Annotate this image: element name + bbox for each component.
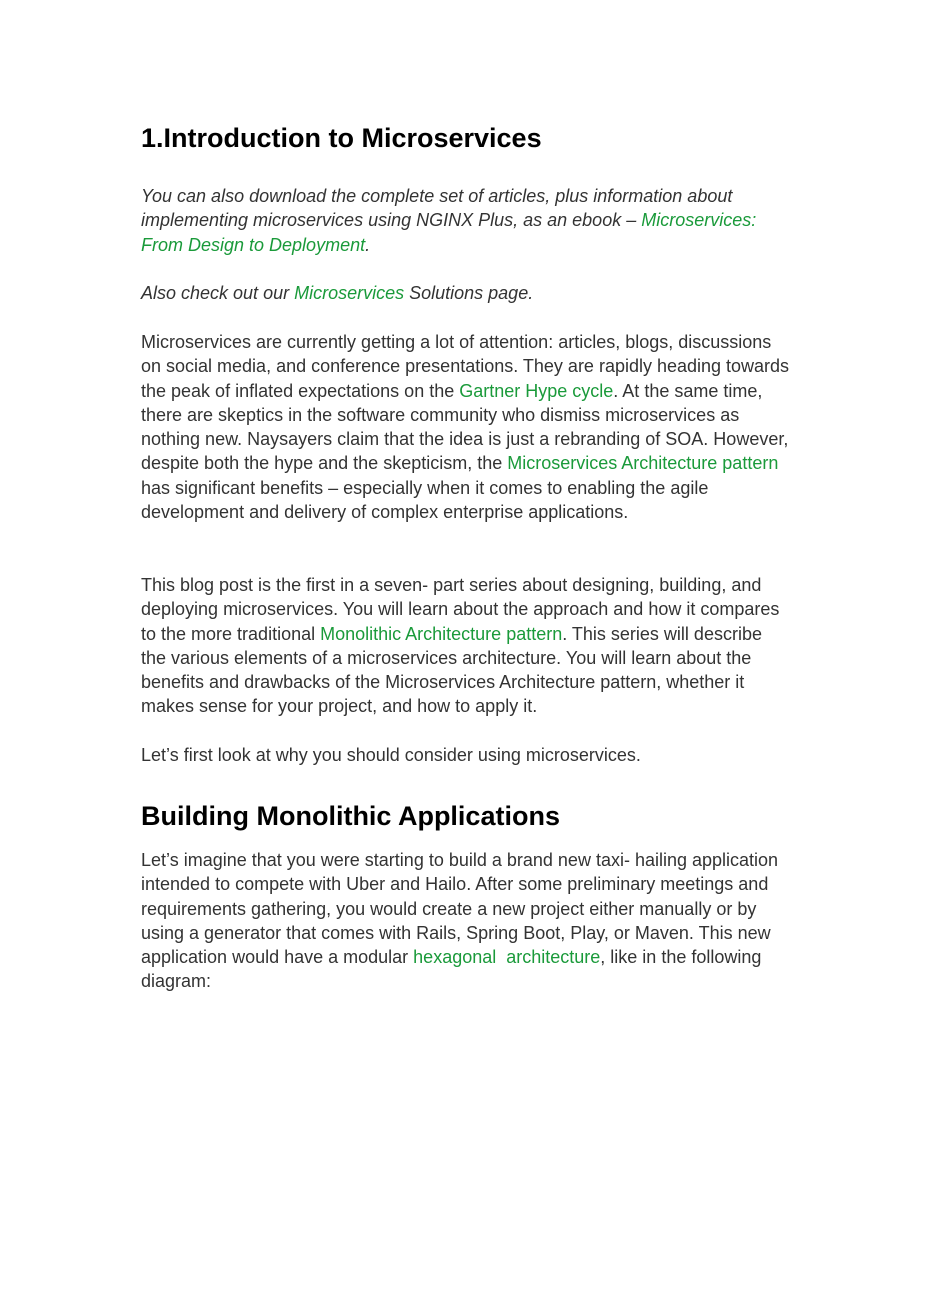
solutions-text: Also check out our [141,283,295,303]
solutions-paragraph [141,281,791,305]
attention-text-1: Microservices are currently getting a lot of attention: articles, blogs, discussions on social media, and conference presentations. They are rapidly heading towards the peak of inflated expectations on the [141,332,790,401]
microservices-architecture-pattern-link[interactable]: Microservices Architecture pattern [507,453,779,474]
attention-text-2: . At the same time, there are skeptics in the software community who dismiss microservices as nothing new. Naysayers claim that the idea is just a rebranding of SOA. However, despite both the hype and the skepticism, the [141,380,789,474]
series-text-1: This blog post is the first in a seven- part series about designing, building, and deploying microservices. You will learn about the approach and how it compares to the more traditional [141,575,780,644]
section-heading: Building Monolithic Applications [141,801,560,831]
attention-paragraph [141,330,791,524]
intro-paragraph [141,184,791,257]
intro-text: You can also download the complete set of articles, plus information about implementing microservices using NGINX Plus, as an ebook – [141,186,733,231]
ebook-link[interactable]: Microservices: From Design to Deployment [141,210,757,255]
attention-text-3: has significant benefits – especially when it comes to enabling the agile development and delivery of complex enterprise applications. [141,477,709,523]
solutions-text-end: Solutions page. [404,283,534,303]
imagine-paragraph [141,848,791,994]
page-title: 1.Introduction to Microservices [141,123,542,153]
series-text-2: . This series will describe the various elements of a microservices architecture. You will learn about the benefits and drawbacks of the Microservices Architecture pattern, whether it makes sense for your project, and how to apply it. [141,623,762,717]
intro-text-end: . [365,234,371,255]
imagine-text-2: , like in the following diagram: [141,947,762,992]
hexagonal-architecture-link[interactable]: hexagonal architecture [413,947,601,968]
monolithic-architecture-pattern-link[interactable]: Monolithic Architecture pattern [320,623,563,644]
series-paragraph [141,573,791,719]
microservices-solutions-link[interactable]: Microservices [294,283,405,303]
gartner-hype-cycle-link[interactable]: Gartner Hype cycle [459,380,614,401]
imagine-text-1: Let’s imagine that you were starting to build a brand new taxi- hailing application intended to compete with Uber and Hailo. After some preliminary meetings and requirements gathering, you would create a new project either manually or by using a generator that comes with Rails, Spring Boot, Play, or Maven. This new application would have a modular [141,850,779,968]
first-look-paragraph: Let’s first look at why you should consider using microservices. [141,745,641,765]
